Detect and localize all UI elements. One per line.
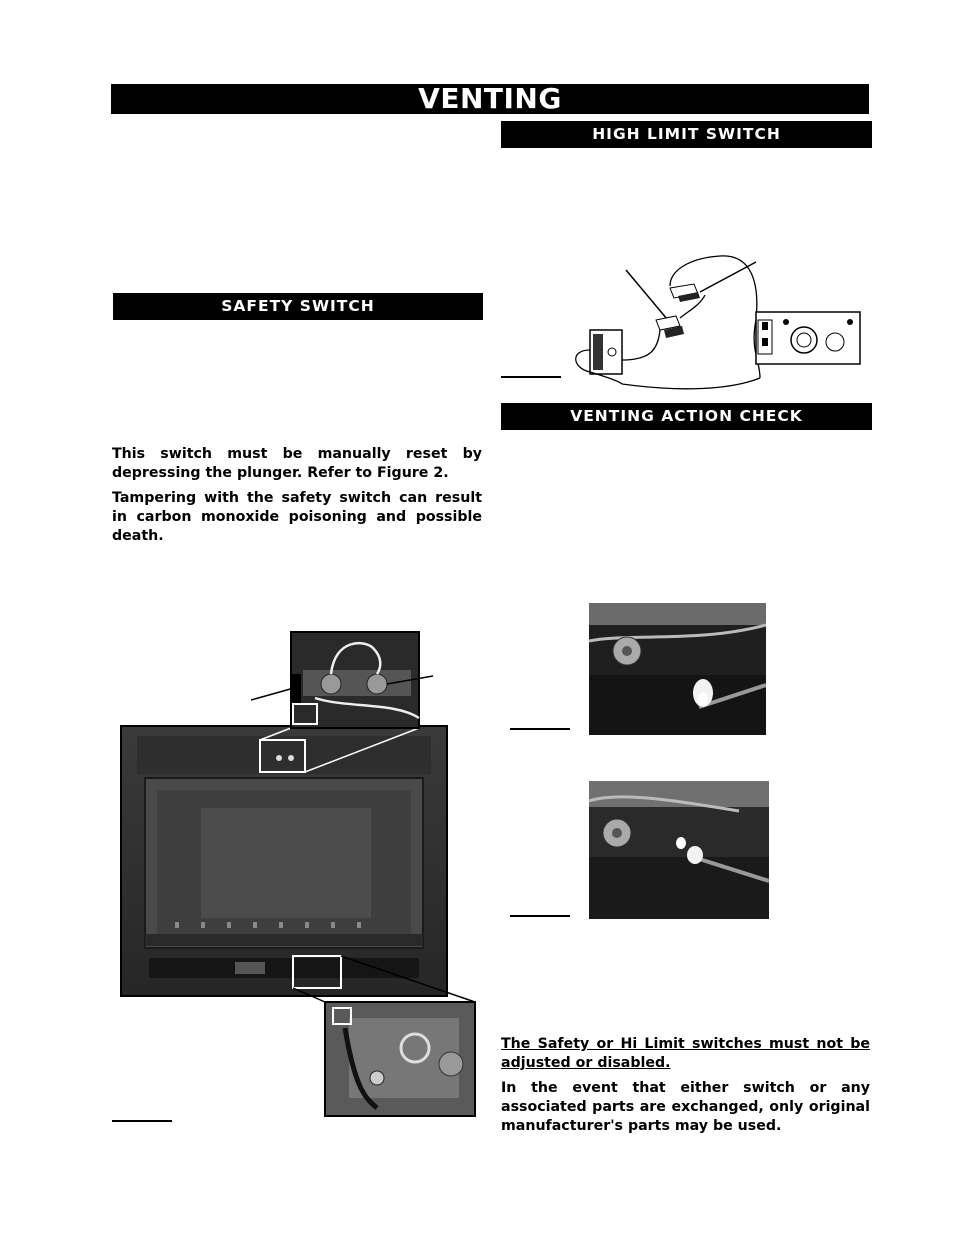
venting-check-photo-2 [589,781,769,919]
page-title: VENTING [111,84,869,114]
safety-switch-text [112,445,482,552]
wiring-diagram-figure [560,250,880,400]
warning-body: In the event that either switch or any associated parts are exchanged, only original manufacturer's parts may be used. [501,1080,870,1134]
figure-label-rule-4 [510,915,570,917]
tampering-paragraph: Tampering with the safety switch can result in carbon monoxide poisoning and possible death. [112,490,482,544]
high-limit-switch-heading: HIGH LIMIT SWITCH [501,121,872,148]
warning-underlined: The Safety or Hi Limit switches must not be adjusted or disabled. [501,1036,870,1071]
venting-check-photo-1 [589,603,766,735]
warning-text [501,1035,870,1142]
safety-switch-heading: SAFETY SWITCH [113,293,483,320]
figure-label-rule-2 [112,1120,172,1122]
figure-label-rule-3 [510,728,570,730]
fireplace-figure [115,628,485,1123]
figure-label-rule-1 [501,376,561,378]
reset-paragraph: This switch must be manually reset by depressing the plunger. Refer to Figure 2. [112,446,482,481]
venting-action-check-heading: VENTING ACTION CHECK [501,403,872,430]
